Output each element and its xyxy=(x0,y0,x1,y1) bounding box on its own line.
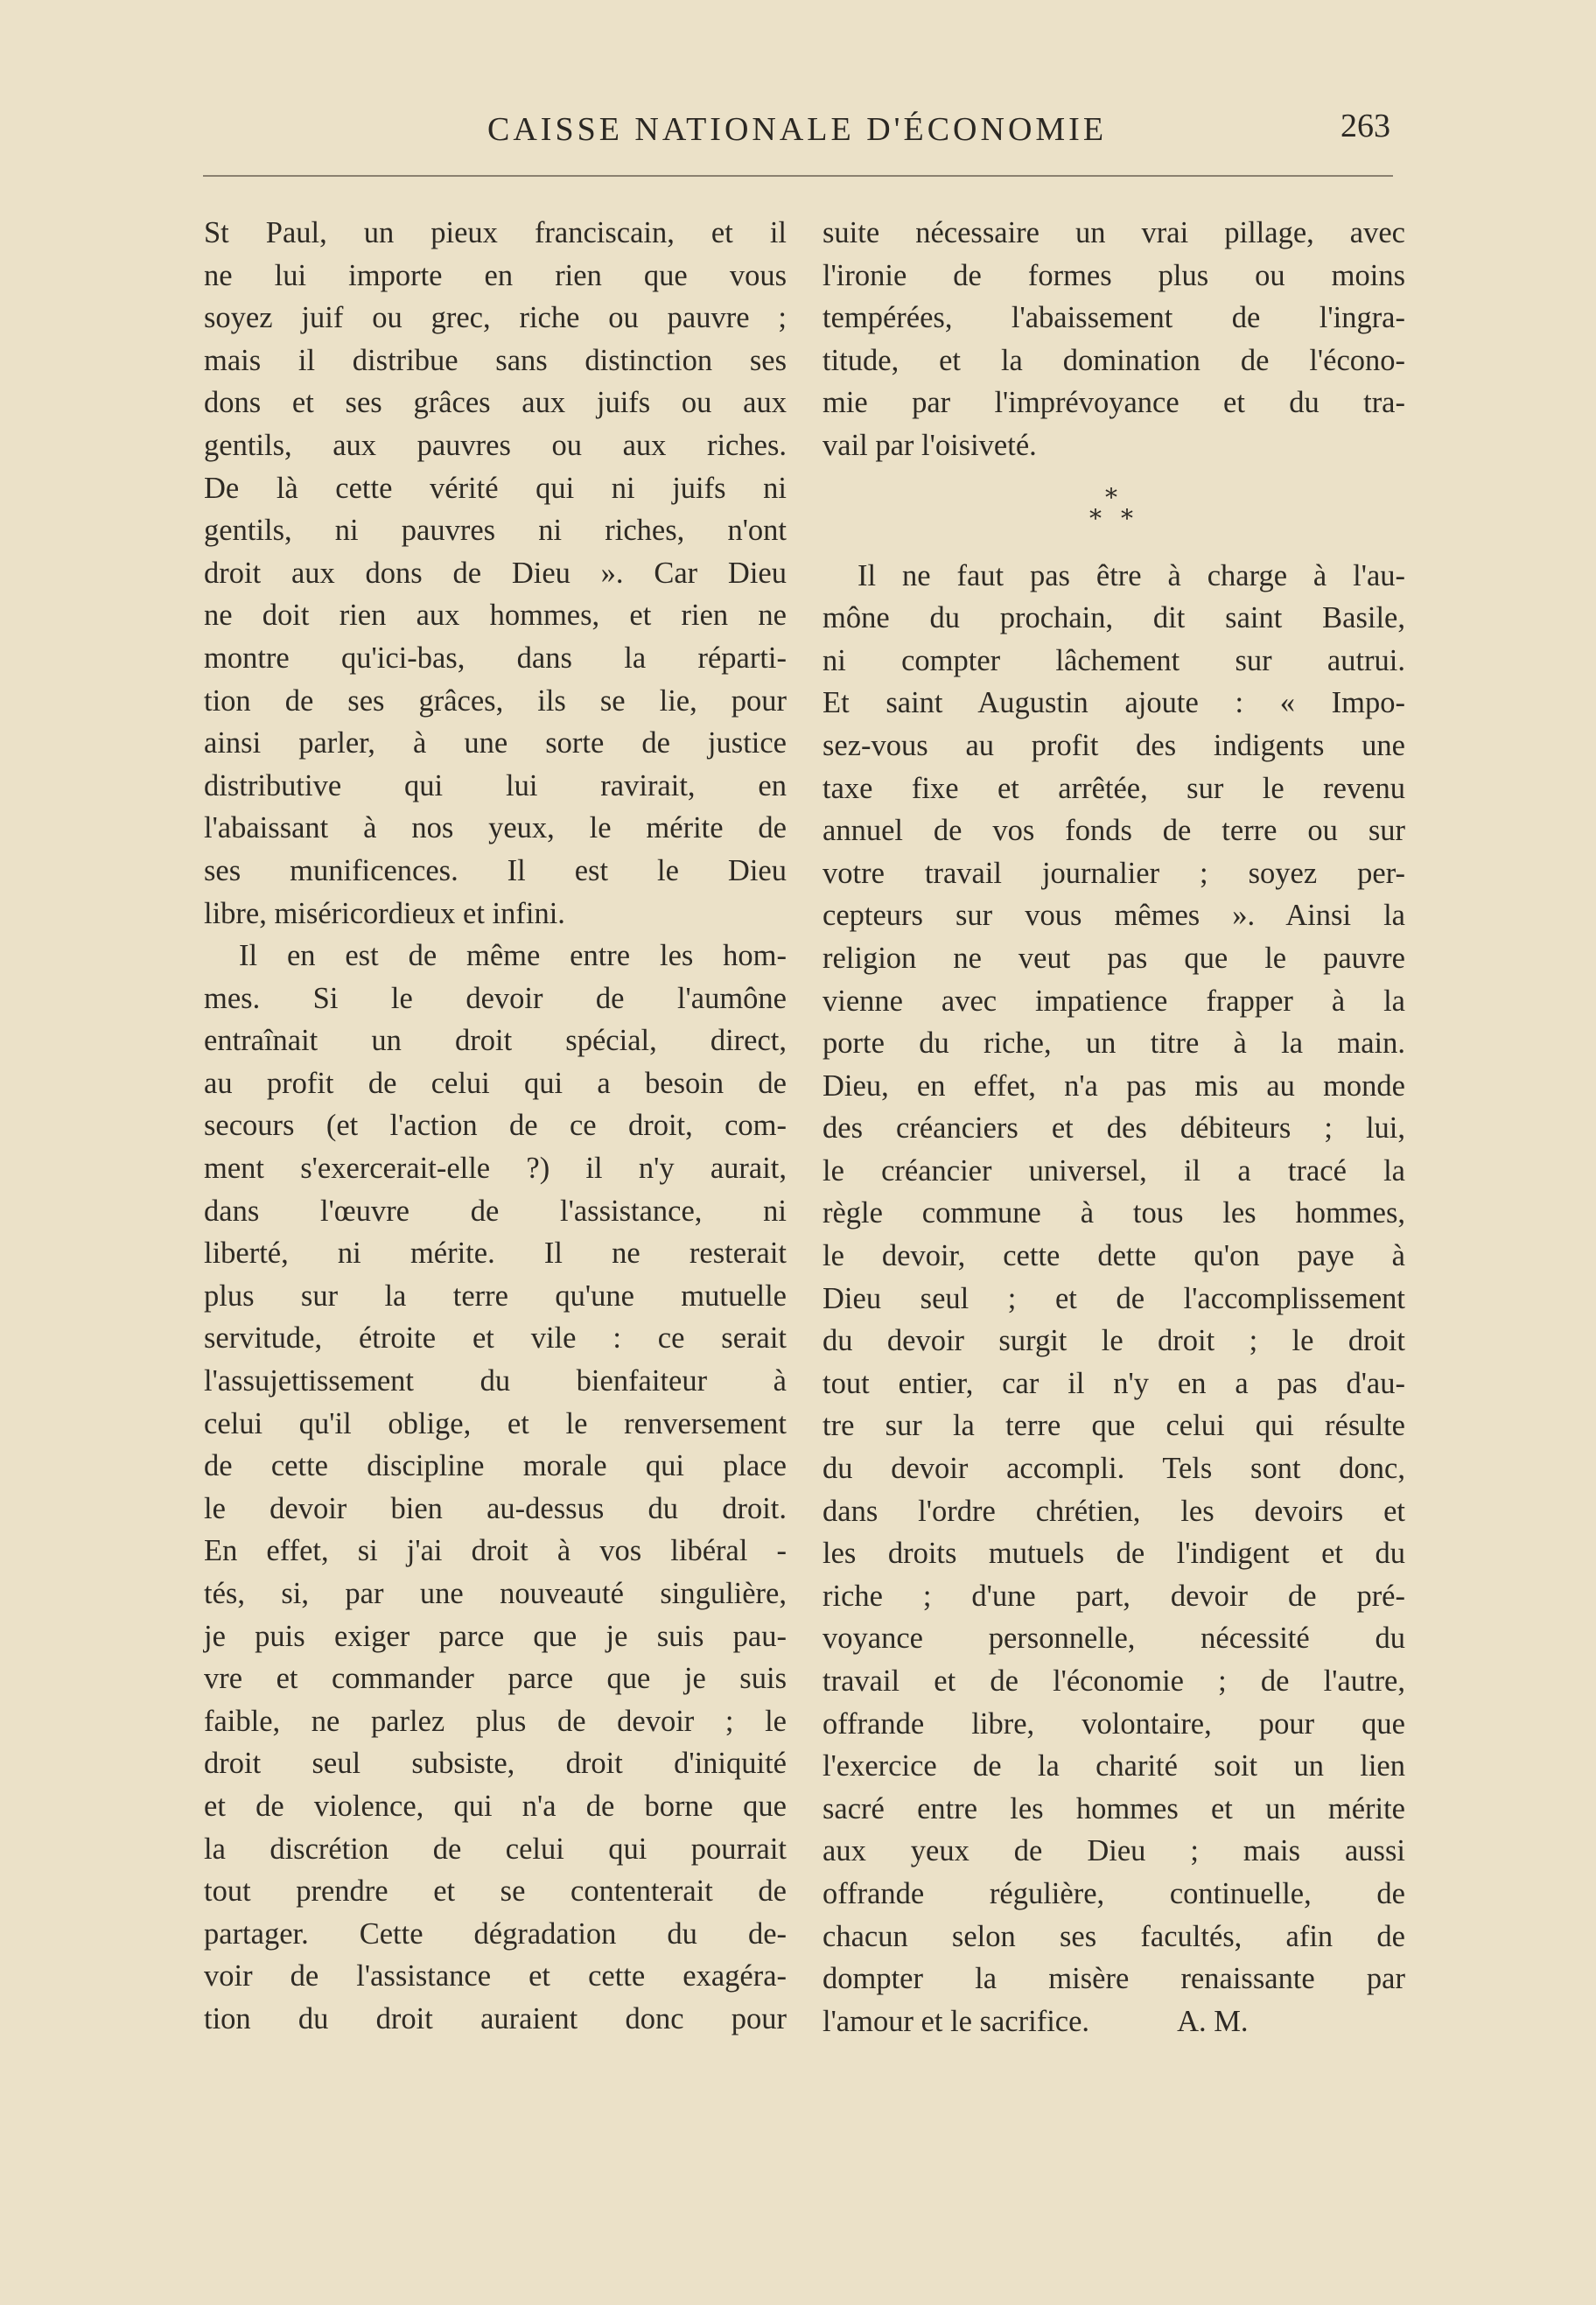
text-line: sacré entre les hommes et un mérite xyxy=(822,1791,1405,1825)
text-line: Dieu seul ; et de l'accomplissement xyxy=(822,1281,1405,1315)
final-text: l'amour et le sacrifice. xyxy=(822,2004,1090,2038)
text-line: soyez juif ou grec, riche ou pauvre ; xyxy=(204,301,787,335)
svg-text:*: * xyxy=(1105,484,1117,512)
text-line: voyance personnelle, nécessité du xyxy=(822,1622,1405,1656)
text-line: dans l'ordre chrétien, les devoirs et xyxy=(822,1494,1405,1528)
text-line: la discrétion de celui qui pourrait xyxy=(204,1832,787,1866)
text-line: offrande régulière, continuelle, de xyxy=(822,1876,1405,1910)
text-line: tempérées, l'abaissement de l'ingra- xyxy=(822,301,1405,335)
text-line: partager. Cette dégradation du de- xyxy=(204,1916,787,1951)
text-line: De là cette vérité qui ni juifs ni xyxy=(204,471,787,505)
text-line: et de violence, qui n'a de borne que xyxy=(204,1789,787,1823)
text-line: celui qu'il oblige, et le renversement xyxy=(204,1406,787,1440)
text-line: St Paul, un pieux franciscain, et il xyxy=(204,216,787,249)
text-line: mône du prochain, dit saint Basile, xyxy=(822,601,1405,635)
text-line: je puis exiger parce que je suis pau- xyxy=(204,1619,787,1653)
page-header xyxy=(203,95,1393,147)
running-title: CAISSE NATIONALE D'ÉCONOMIE xyxy=(487,111,1108,148)
text-line: le créancier universel, il a tracé la xyxy=(822,1153,1405,1188)
closing-line xyxy=(822,2000,1405,2043)
text-line: travail et de l'économie ; de l'autre, xyxy=(822,1664,1405,1698)
text-line: dans l'œuvre de l'assistance, ni xyxy=(204,1194,787,1228)
text-line: tout entier, car il n'y en a pas d'au- xyxy=(822,1366,1405,1400)
author-signature: A. M. xyxy=(1177,2004,1249,2038)
text-line: mes. Si le devoir de l'aumône xyxy=(204,981,787,1015)
text-line: Et saint Augustin ajoute : « Impo- xyxy=(822,686,1405,720)
text-line: vail par l'oisiveté. xyxy=(822,428,1037,462)
text-line: secours (et l'action de ce droit, com- xyxy=(204,1109,787,1143)
text-line: au profit de celui qui a besoin de xyxy=(204,1066,787,1100)
right-column xyxy=(822,212,1405,2042)
text-line: gentils, aux pauvres ou aux riches. xyxy=(204,428,787,462)
text-line: le devoir bien au-dessus du droit. xyxy=(204,1491,787,1525)
section-separator xyxy=(822,467,1405,555)
text-line: gentils, ni pauvres ni riches, n'ont xyxy=(204,514,787,548)
text-line: liberté, ni mérite. Il ne resterait xyxy=(204,1237,787,1271)
text-line: annuel de vos fonds de terre ou sur xyxy=(822,814,1405,848)
text-line: le devoir, cette dette qu'on paye à xyxy=(822,1239,1405,1273)
text-line: cepteurs sur vous mêmes ». Ainsi la xyxy=(822,899,1405,933)
svg-text:*: * xyxy=(1089,503,1102,533)
text-line: tés, si, par une nouveauté singulière, xyxy=(204,1577,787,1610)
text-line: taxe fixe et arrêtée, sur le revenu xyxy=(822,771,1405,805)
text-line: distributive qui lui ravirait, en xyxy=(204,768,787,802)
text-line: droit aux dons de Dieu ». Car Dieu xyxy=(204,556,787,590)
text-line: ne doit rien aux hommes, et rien ne xyxy=(204,599,787,633)
text-line: du devoir surgit le droit ; le droit xyxy=(822,1324,1405,1358)
text-line: dompter la misère renaissante par xyxy=(822,1962,1405,1996)
text-line: entraînait un droit spécial, direct, xyxy=(204,1024,787,1058)
text-line: tion de ses grâces, ils se lie, pour xyxy=(204,683,787,718)
text-line: mie par l'imprévoyance et du tra- xyxy=(822,386,1405,420)
left-column xyxy=(204,212,787,2041)
text-line: l'ironie de formes plus ou moins xyxy=(822,258,1405,292)
page-number: 263 xyxy=(1340,108,1390,144)
text-line: chacun selon ses facultés, afin de xyxy=(822,1919,1405,1953)
text-line: aux yeux de Dieu ; mais aussi xyxy=(822,1834,1405,1868)
text-line: Il ne faut pas être à charge à l'au- xyxy=(858,558,1405,592)
asterism-icon xyxy=(1076,485,1146,537)
text-line: de cette discipline morale qui place xyxy=(204,1449,787,1483)
text-line: l'abaissant à nos yeux, le mérite de xyxy=(204,811,787,845)
text-line: voir de l'assistance et cette exagéra- xyxy=(204,1959,787,1993)
text-line: religion ne veut pas que le pauvre xyxy=(822,941,1405,975)
text-line: montre qu'ici-bas, dans la réparti- xyxy=(204,641,787,675)
text-line: titude, et la domination de l'écono- xyxy=(822,343,1405,377)
text-line: vre et commander parce que je suis xyxy=(204,1662,787,1696)
text-line: riche ; d'une part, devoir de pré- xyxy=(822,1579,1405,1613)
text-line: l'assujettissement du bienfaiteur à xyxy=(204,1364,787,1398)
text-line: servitude, étroite et vile : ce serait xyxy=(204,1321,787,1356)
text-line: tre sur la terre que celui qui résulte xyxy=(822,1409,1405,1443)
text-line: En effet, si j'ai droit à vos libéral - xyxy=(204,1534,787,1568)
text-line: des créanciers et des débiteurs ; lui, xyxy=(822,1111,1405,1145)
text-line: libre, miséricordieux et infini. xyxy=(204,896,565,930)
text-line: ne lui importe en rien que vous xyxy=(204,258,787,292)
text-line: mais il distribue sans distinction ses xyxy=(204,343,787,377)
text-line: tion du droit auraient donc pour xyxy=(204,2001,787,2035)
text-line: porte du riche, un titre à la main. xyxy=(822,1026,1405,1061)
text-line: ment s'exercerait-elle ?) il n'y aurait, xyxy=(204,1152,787,1186)
text-line: offrande libre, volontaire, pour que xyxy=(822,1706,1405,1741)
text-line: suite nécessaire un vrai pillage, avec xyxy=(822,216,1405,249)
text-line: ses munificences. Il est le Dieu xyxy=(204,853,787,887)
text-line: plus sur la terre qu'une mutuelle xyxy=(204,1279,787,1313)
text-line: Il en est de même entre les hom- xyxy=(239,939,787,973)
text-line: votre travail journalier ; soyez per- xyxy=(822,856,1405,890)
text-line: Dieu, en effet, n'a pas mis au monde xyxy=(822,1068,1405,1103)
text-line: dons et ses grâces aux juifs ou aux xyxy=(204,386,787,420)
text-line: sez-vous au profit des indigents une xyxy=(822,728,1405,762)
text-line: faible, ne parlez plus de devoir ; le xyxy=(204,1704,787,1738)
text-line: ainsi parler, à une sorte de justice xyxy=(204,726,787,760)
text-line: ni compter lâchement sur autrui. xyxy=(822,643,1405,677)
text-line: vienne avec impatience frapper à la xyxy=(822,984,1405,1018)
text-line: du devoir accompli. Tels sont donc, xyxy=(822,1452,1405,1486)
text-line: tout prendre et se contenterait de xyxy=(204,1874,787,1909)
text-line: l'exercice de la charité soit un lien xyxy=(822,1749,1405,1783)
text-line: règle commune à tous les hommes, xyxy=(822,1196,1405,1230)
header-rule xyxy=(203,175,1393,177)
text-line: droit seul subsiste, droit d'iniquité xyxy=(204,1747,787,1781)
text-line: les droits mutuels de l'indigent et du xyxy=(822,1537,1405,1571)
svg-text:*: * xyxy=(1121,503,1133,533)
